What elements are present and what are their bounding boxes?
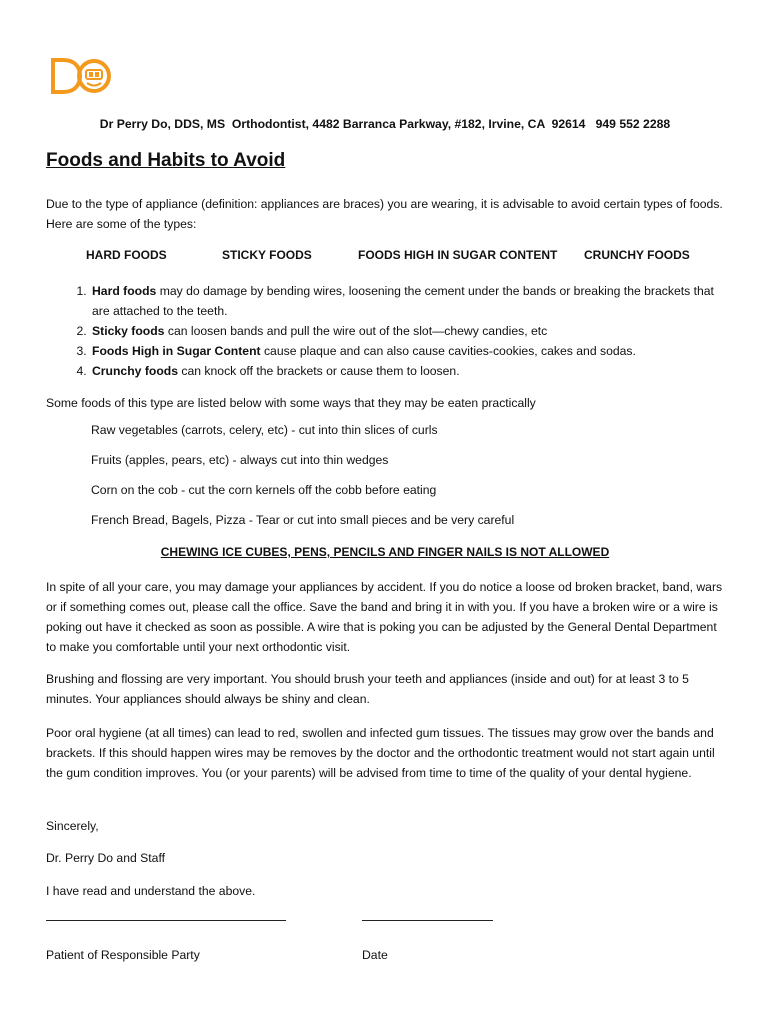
- category-hard-foods: HARD FOODS: [86, 248, 167, 262]
- foods-intro: Some foods of this type are listed below with some ways that they may be eaten practically: [46, 396, 536, 410]
- signer: Dr. Perry Do and Staff: [46, 851, 165, 865]
- list-item-term: Foods High in Sugar Content: [92, 344, 261, 358]
- signature-line: [46, 920, 286, 921]
- food-example: French Bread, Bagels, Pizza - Tear or cut into small pieces and be very careful: [91, 513, 515, 527]
- category-crunchy-foods: CRUNCHY FOODS: [584, 248, 690, 262]
- food-example: Raw vegetables (carrots, celery, etc) - cut into thin slices of curls: [91, 423, 438, 437]
- list-item: [90, 321, 726, 341]
- list-item-term: Sticky foods: [92, 324, 165, 338]
- list-item-term: Crunchy foods: [92, 364, 178, 378]
- practice-header: Dr Perry Do, DDS, MS Orthodontist, 4482 Barranca Parkway, #182, Irvine, CA 92614 949 552 2288: [99, 117, 671, 131]
- brushing-paragraph: Brushing and flossing are very important. You should brush your teeth and appliances (inside and out) for at least 3 to 5 minutes. Your appliances should always be shiny and clean.: [46, 672, 689, 706]
- page-title: Foods and Habits to Avoid: [46, 150, 286, 171]
- food-types-list: [46, 281, 726, 381]
- list-item: [90, 281, 726, 321]
- date-line: [362, 920, 493, 921]
- list-item-term: Hard foods: [92, 284, 157, 298]
- list-item-text: cause plaque and can also cause cavities-cookies, cakes and sodas.: [260, 344, 636, 358]
- do-logo: [50, 56, 114, 96]
- damage-paragraph: In spite of all your care, you may damage your appliances by accident. If you do notice a loose od broken bracket, band, wars or if something comes out, please call the office. Save the band and bring it in with you. If you have a broken wire or a wire is poking out have it checked as soon as possible. A wire that is poking you can be adjusted by the General Dental Department to make you comfortable until your next orthodontic visit.: [46, 580, 723, 654]
- acknowledgement: I have read and understand the above.: [46, 884, 256, 898]
- list-item-text: can loosen bands and pull the wire out of the slot—chewy candies, etc: [164, 324, 548, 338]
- list-item-text: can knock off the brackets or cause them to loosen.: [178, 364, 460, 378]
- list-item-text: may do damage by bending wires, loosening the cement under the bands or breaking the brackets that are attached to the teeth.: [92, 284, 714, 318]
- intro-paragraph: Due to the type of appliance (definition: appliances are braces) you are wearing, it is advisable to avoid certain types of foods. Here are some of the types:: [46, 197, 723, 231]
- category-sugar-foods: FOODS HIGH IN SUGAR CONTENT: [358, 248, 558, 262]
- food-example: Corn on the cob - cut the corn kernels off the cobb before eating: [91, 483, 437, 497]
- list-item: [90, 361, 726, 381]
- list-item: [90, 341, 726, 361]
- category-sticky-foods: STICKY FOODS: [222, 248, 312, 262]
- not-allowed-notice: CHEWING ICE CUBES, PENS, PENCILS AND FINGER NAILS IS NOT ALLOWED: [160, 545, 610, 559]
- signature-label: Patient of Responsible Party: [46, 948, 200, 962]
- hygiene-paragraph: Poor oral hygiene (at all times) can lead to red, swollen and infected gum tissues. The tissues may grow over the bands and brackets. If this should happen wires may be removes by the doctor and the orthodontic treatment would not start again until the gum condition improves. You (or your parents) will be advised from time to time of the quality of your dental hygiene.: [46, 726, 715, 780]
- closing: Sincerely,: [46, 819, 99, 833]
- food-example: Fruits (apples, pears, etc) - always cut into thin wedges: [91, 453, 389, 467]
- date-label: Date: [362, 948, 388, 962]
